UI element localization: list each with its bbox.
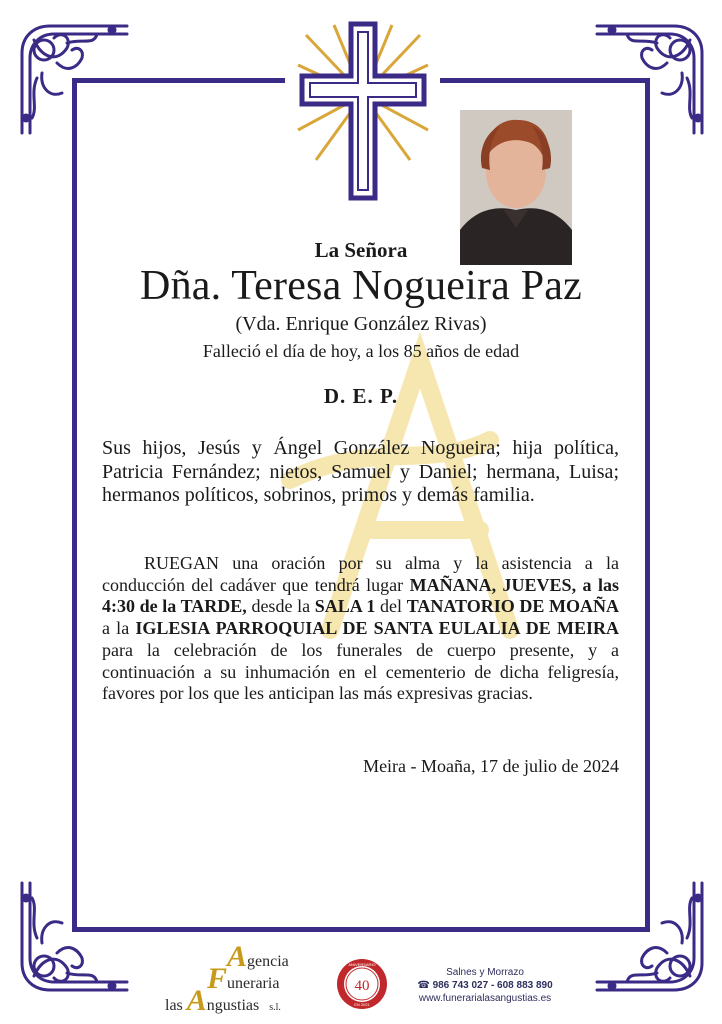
corner-ornament-icon (592, 878, 712, 998)
logo-initial: A (186, 984, 207, 1017)
seal-bottom-text: EN 2021 (354, 1002, 370, 1007)
corner-ornament-icon (12, 878, 132, 998)
request-funeral-home: TANATORIO DE MOAÑA (406, 596, 619, 617)
seal-top-text: ANIVERSARIO (348, 962, 376, 967)
request-church: IGLESIA PARROQUIAL DE SANTA EULALIA DE MEIRA (135, 618, 619, 639)
dep-text: D. E. P. (323, 384, 399, 408)
request-text: RUEGAN una oración por su alma y la asistencia a la conducción del cadáver que tendrá lugar (102, 553, 619, 595)
request-text: desde la (246, 596, 315, 617)
seal-number: 40 (354, 978, 370, 994)
corner-ornament-icon (592, 18, 712, 138)
seal-icon (336, 958, 388, 1010)
logo-suffix: s.l. (269, 1002, 281, 1013)
request-room: SALA 1 (314, 596, 376, 617)
request-text: a la (102, 618, 136, 639)
contact-block (405, 966, 565, 1005)
logo-word: gencia (247, 953, 289, 970)
family-paragraph: Sus hijos, Jesús y Ángel González Nogueira; hija política, Patricia Fernández; nietos, Samuel y Daniel; hermana, Luisa; hermanos políticos, sobrinos, primos y demás familia. (102, 437, 619, 506)
agency-logo (165, 940, 305, 1017)
cross-icon (296, 20, 430, 202)
deceased-name: Dña. Teresa Nogueira Paz (140, 263, 582, 309)
contact-phones: ☎ 986 743 027 - 608 883 890 (417, 980, 553, 991)
request-text: para la celebración de los funerales de cuerpo presente, y a continuación a su inhumación en el cementerio de dicha feligresía, favores por los que les anticipan las más expresivas gracias. (102, 639, 619, 704)
dateline: Meira - Moaña, 17 de julio de 2024 (363, 756, 619, 776)
logo-initial: A (227, 940, 248, 973)
logo-word: uneraria (227, 975, 280, 992)
death-notice: Falleció el día de hoy, a los 85 años de edad (202, 341, 520, 361)
logo-initial: F (207, 962, 228, 995)
contact-website[interactable]: www.funerarialasangustias.es (418, 993, 552, 1004)
widow-of: (Vda. Enrique González Rivas) (235, 313, 487, 335)
request-text: del (375, 596, 407, 617)
logo-word: las (165, 997, 187, 1014)
corner-ornament-icon (12, 18, 132, 138)
request-time: MAÑANA, JUEVES, a las 4:30 de la TARDE, (102, 574, 619, 617)
contact-area: Salnes y Morrazo (446, 967, 524, 978)
request-paragraph (102, 553, 619, 705)
heading: La Señora (314, 238, 408, 262)
logo-word: ngustias (206, 997, 260, 1014)
